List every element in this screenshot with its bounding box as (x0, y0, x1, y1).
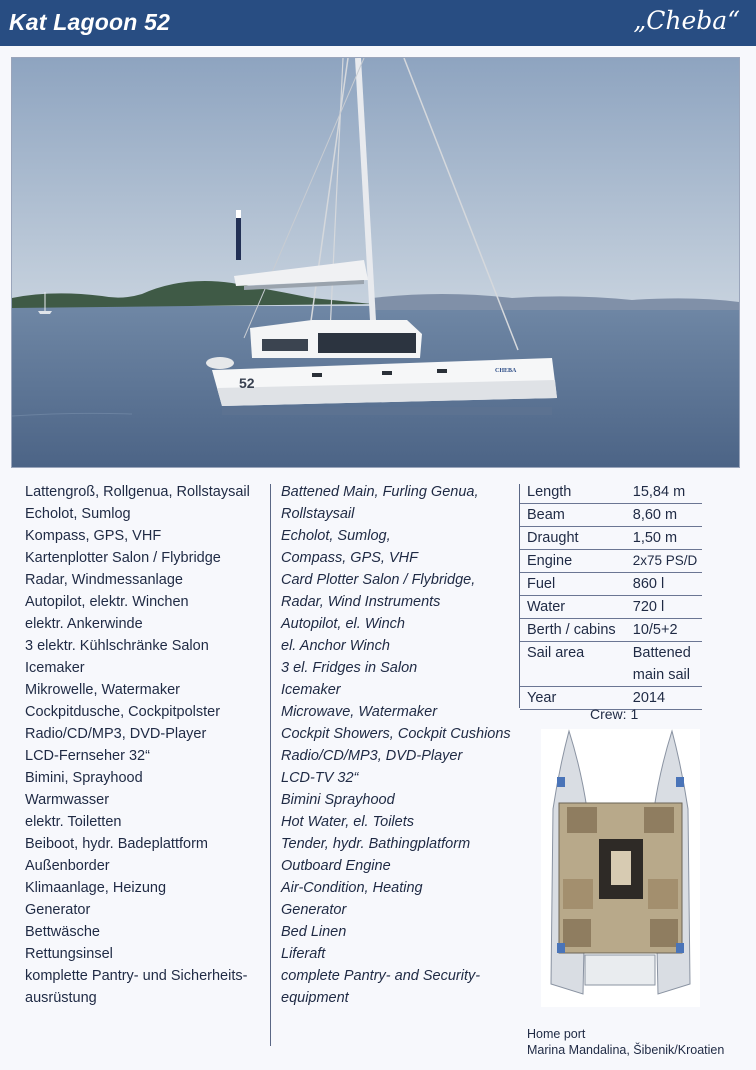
equipment-item-de: Autopilot, elektr. Winchen (25, 594, 189, 610)
equipment-item-en: Bimini Sprayhood (281, 792, 395, 808)
spec-value-line: Battened (632, 645, 691, 661)
equipment-item-de: Mikrowelle, Watermaker (25, 682, 180, 698)
equipment-item-en: Cockpit Showers, Cockpit Cushions (281, 726, 511, 742)
equipment-item-en: 3 el. Fridges in Salon (281, 660, 418, 676)
equipment-item-en: Microwave, Watermaker (281, 704, 438, 720)
spec-value: 1,50 m (632, 530, 678, 546)
equipment-item-en: Radio/CD/MP3, DVD-Player (281, 748, 463, 764)
equipment-item-en: Rollstaysail (281, 506, 355, 522)
spec-label: Engine (527, 553, 573, 569)
spec-row-length (520, 481, 702, 504)
equipment-item-de: Bimini, Sprayhood (25, 770, 143, 786)
spec-value: 15,84 m (632, 484, 686, 500)
equipment-item-en: equipment (281, 990, 349, 1006)
spec-value-line: main sail (632, 667, 690, 683)
equipment-item-en: Generator (281, 902, 347, 918)
page-title: Kat Lagoon 52 (9, 9, 171, 35)
equipment-item-de: Rettungsinsel (25, 946, 113, 962)
spec-label: Length (527, 484, 572, 500)
spec-label: Draught (527, 530, 579, 546)
equipment-item-de: Kartenplotter Salon / Flybridge (25, 550, 221, 566)
equipment-item-de: Außenborder (25, 858, 110, 874)
spec-row-engine (520, 550, 702, 573)
spec-row-water (520, 596, 702, 619)
equipment-item-de: Kompass, GPS, VHF (25, 528, 162, 544)
spec-row-draught (520, 527, 702, 550)
spec-label: Berth / cabins (527, 622, 616, 638)
home-port-label: Home port (527, 1027, 586, 1041)
equipment-item-en: el. Anchor Winch (281, 638, 390, 654)
spec-value: 10/5+2 (632, 622, 678, 638)
spec-label: Water (527, 599, 566, 615)
equipment-list-en (281, 481, 516, 1009)
equipment-item-en: Air-Condition, Heating (281, 880, 423, 896)
equipment-item-en: Radar, Wind Instruments (281, 594, 441, 610)
equipment-item-de: Lattengroß, Rollgenua, Rollstaysail (25, 484, 250, 500)
equipment-item-de: Icemaker (25, 660, 85, 676)
spec-label: Sail area (527, 645, 585, 661)
spec-value: 2014 (632, 690, 666, 706)
equipment-item-en: Liferaft (281, 946, 326, 962)
equipment-item-de: elektr. Toiletten (25, 814, 122, 830)
equipment-item-de: Warmwasser (25, 792, 110, 808)
spec-row-fuel (520, 573, 702, 596)
boat-name: „Cheba“ (633, 6, 740, 35)
equipment-item-en: Autopilot, el. Winch (281, 616, 405, 632)
home-port (527, 1026, 724, 1058)
spec-label: Beam (527, 507, 565, 523)
column-divider (270, 484, 271, 1046)
equipment-item-en: Echolot, Sumlog, (281, 528, 391, 544)
deck-plan (541, 729, 700, 1007)
equipment-list-de (25, 481, 270, 1009)
hull-name: CHEBA (495, 368, 517, 374)
equipment-item-de: ausrüstung (25, 990, 97, 1006)
spec-value: 8,60 m (632, 507, 678, 523)
crew-info: Crew: 1 (590, 706, 639, 722)
equipment-item-en: Hot Water, el. Toilets (281, 814, 414, 830)
spec-value: 860 l (632, 576, 665, 592)
spec-row-beam (520, 504, 702, 527)
boat-photo (11, 57, 740, 468)
equipment-item-en: Tender, hydr. Bathingplatform (281, 836, 471, 852)
equipment-item-de: elektr. Ankerwinde (25, 616, 143, 632)
equipment-item-en: LCD-TV 32“ (281, 770, 359, 786)
home-port-value: Marina Mandalina, Šibenik/Kroatien (527, 1043, 725, 1057)
equipment-item-de: Bettwäsche (25, 924, 100, 940)
page-header (0, 0, 756, 46)
spec-value: 720 l (632, 599, 665, 615)
equipment-item-en: complete Pantry- and Security- (281, 968, 481, 984)
spec-label: Year (527, 690, 557, 706)
equipment-item-de: Cockpitdusche, Cockpitpolster (25, 704, 221, 720)
equipment-item-de: Echolot, Sumlog (25, 506, 131, 522)
spec-value (633, 642, 702, 686)
equipment-item-de: Klimaanlage, Heizung (25, 880, 167, 896)
equipment-item-de: Radar, Windmessanlage (25, 572, 183, 588)
equipment-item-de: Beiboot, hydr. Badeplattform (25, 836, 208, 852)
spec-value: 2x75 PS/D (632, 553, 698, 568)
equipment-item-de: 3 elektr. Kühlschränke Salon (25, 638, 209, 654)
equipment-item-en: Battened Main, Furling Genua, (281, 484, 479, 500)
spec-label: Fuel (527, 576, 556, 592)
spec-row-sail-area (520, 642, 702, 687)
specs-table (520, 481, 702, 710)
equipment-item-en: Bed Linen (281, 924, 347, 940)
equipment-item-en: Icemaker (281, 682, 341, 698)
equipment-item-de: Generator (25, 902, 91, 918)
spec-row-berth (520, 619, 702, 642)
equipment-item-en: Card Plotter Salon / Flybridge, (281, 572, 476, 588)
hull-number: 52 (239, 375, 255, 391)
equipment-item-de: Radio/CD/MP3, DVD-Player (25, 726, 207, 742)
equipment-item-en: Outboard Engine (281, 858, 391, 874)
equipment-item-en: Compass, GPS, VHF (281, 550, 418, 566)
equipment-item-de: LCD-Fernseher 32“ (25, 748, 150, 764)
equipment-item-de: komplette Pantry- und Sicherheits- (25, 968, 248, 984)
